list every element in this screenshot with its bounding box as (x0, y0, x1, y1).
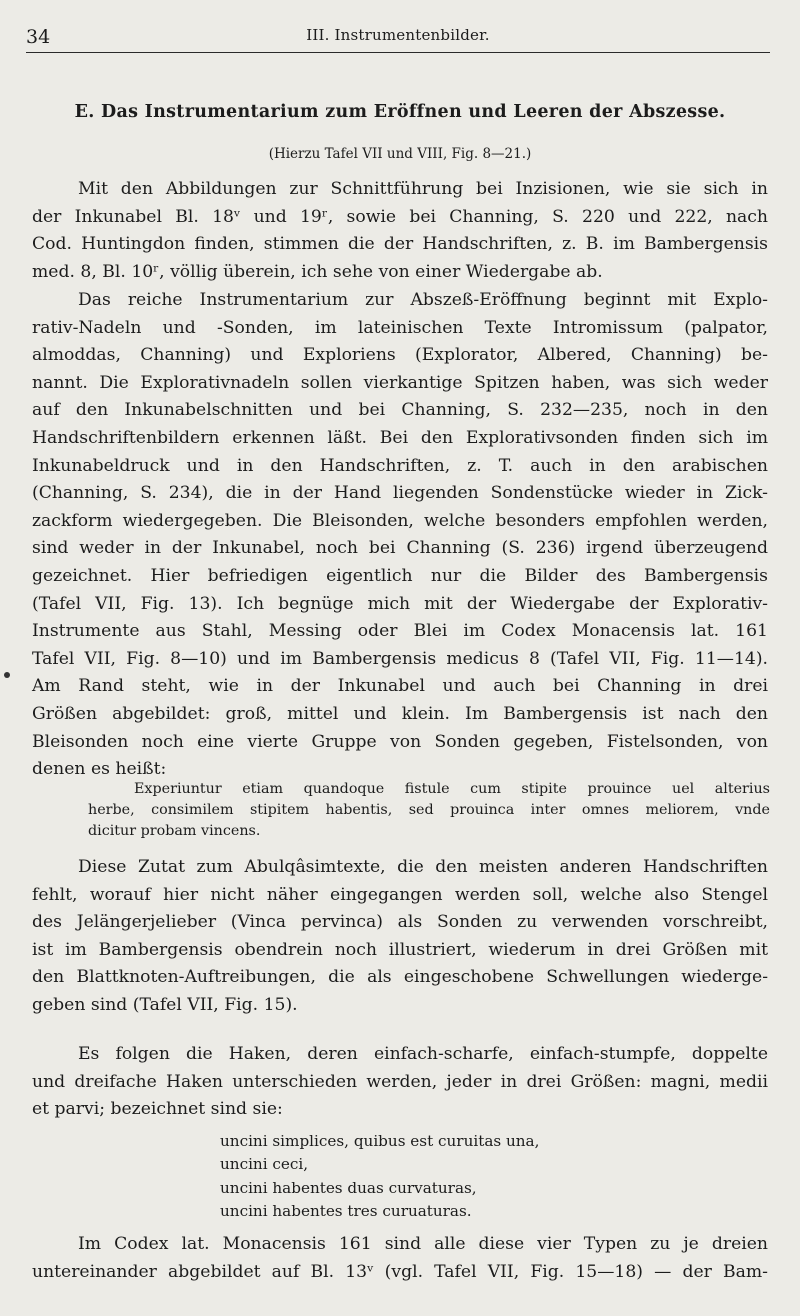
list-item: uncini habentes duas curvaturas, (220, 1178, 477, 1197)
text-line: Es folgen die Haken, deren einfach-scharfe, einfach-stumpfe, doppelte (78, 1044, 768, 1064)
list-item: uncini habentes tres curuaturas. (220, 1202, 472, 1221)
text-line: auf den Inkunabelschnitten und bei Channing, S. 232—235, noch in den (32, 400, 768, 421)
text-line: Diese Zutat zum Abulqâsimtexte, die den meisten anderen Handschriften (78, 857, 768, 877)
latin-list (220, 1130, 740, 1224)
text-line: Im Codex lat. Monacensis 161 sind alle diese vier Typen zu je dreien (78, 1234, 768, 1254)
paragraph-1 (32, 176, 768, 286)
text-line: Tafel VII, Fig. 8—10) und im Bambergensis medicus 8 (Tafel VII, Fig. 11—14). (32, 648, 768, 669)
text-line: (Tafel VII, Fig. 13). Ich begnüge mich mit der Wiedergabe der Explorativ- (32, 593, 768, 614)
running-head: III. Instrumentenbilder. (306, 26, 490, 44)
text-line: und dreifache Haken unterschieden werden, jeder in drei Größen: magni, medii (32, 1071, 768, 1092)
text-line: gezeichnet. Hier befriedigen eigentlich nur die Bilder des Bambergensis (32, 565, 768, 586)
text-line: sind weder in der Inkunabel, noch bei Channing (S. 236) irgend überzeugend (32, 538, 768, 559)
text-line: dicitur probam vincens. (88, 823, 261, 839)
text-line: med. 8, Bl. 10ʳ, völlig überein, ich sehe von einer Wiedergabe ab. (32, 261, 603, 282)
text-line: den Blattknoten-Auftreibungen, die als eingeschobene Schwellungen wiederge- (32, 967, 768, 988)
text-line: Handschriftenbildern erkennen läßt. Bei den Explorativsonden finden sich im (32, 427, 768, 448)
paragraph-4 (32, 1041, 768, 1124)
text-line: herbe, consimilem stipitem habentis, sed prouinca inter omnes meliorem, vnde (88, 802, 770, 818)
page-header (26, 24, 770, 53)
text-line: Experiuntur etiam quandoque fistule cum stipite prouince uel alterius (134, 781, 770, 797)
text-line: ist im Bambergensis obendrein noch illustriert, wiederum in drei Größen mit (32, 939, 768, 960)
text-line: et parvi; bezeichnet sind sie: (32, 1099, 283, 1120)
text-line: rativ-Nadeln und -Sonden, im lateinischen Texte Intromissum (palpator, (32, 317, 768, 338)
text-line: Das reiche Instrumentarium zur Abszeß-Eröffnung beginnt mit Explo- (78, 290, 768, 310)
text-line: almoddas, Channing) und Exploriens (Explorator, Albered, Channing) be- (32, 345, 768, 366)
section-note: (Hierzu Tafel VII und VIII, Fig. 8—21.) (268, 146, 532, 162)
paragraph-2 (32, 287, 768, 784)
text-line: des Jelängerjelieber (Vinca pervinca) als Sonden zu verwenden vorschreibt, (32, 912, 768, 933)
text-line: Am Rand steht, wie in der Inkunabel und auch bei Channing in drei (32, 676, 768, 697)
text-line: Bleisonden noch eine vierte Gruppe von Sonden gegeben, Fistelsonden, von (32, 731, 768, 752)
text-line: fehlt, worauf hier nicht näher eingegangen werden soll, welche also Stengel (32, 884, 768, 905)
paragraph-5 (32, 1231, 768, 1286)
paragraph-3 (32, 854, 768, 1020)
text-line: denen es heißt: (32, 759, 167, 780)
text-line: der Inkunabel Bl. 18ᵛ und 19ʳ, sowie bei Channing, S. 220 und 222, nach (32, 206, 768, 227)
text-line: Cod. Huntingdon finden, stimmen die der Handschriften, z. B. im Bambergensis (32, 234, 768, 255)
text-line: untereinander abgebildet auf Bl. 13ᵛ (vgl. Tafel VII, Fig. 15—18) — der Bam- (32, 1261, 768, 1282)
page-number: 34 (26, 26, 51, 48)
list-item: uncini simplices, quibus est curuitas una, (220, 1132, 540, 1150)
text-line: geben sind (Tafel VII, Fig. 15). (32, 994, 298, 1015)
text-line: nannt. Die Explorativnadeln sollen vierkantige Spitzen haben, was sich weder (32, 372, 768, 393)
text-line: Instrumente aus Stahl, Messing oder Blei im Codex Monacensis lat. 161 (32, 621, 768, 642)
text-line: (Channing, S. 234), die in der Hand liegenden Sondenstücke wieder in Zick- (32, 483, 768, 504)
margin-mark (4, 672, 10, 678)
section-heading: E. Das Instrumentarium zum Eröffnen und Leeren der Abszesse. (74, 102, 726, 122)
latin-quotation (88, 779, 770, 842)
text-line: zackform wiedergegeben. Die Bleisonden, welche besonders empfohlen werden, (32, 510, 768, 531)
text-line: Größen abgebildet: groß, mittel und klein. Im Bambergensis ist nach den (32, 703, 768, 724)
list-item: uncini ceci, (220, 1155, 309, 1174)
text-line: Inkunabeldruck und in den Handschriften, z. T. auch in den arabischen (32, 455, 768, 476)
text-line: Mit den Abbildungen zur Schnittführung bei Inzisionen, wie sie sich in (78, 179, 768, 199)
